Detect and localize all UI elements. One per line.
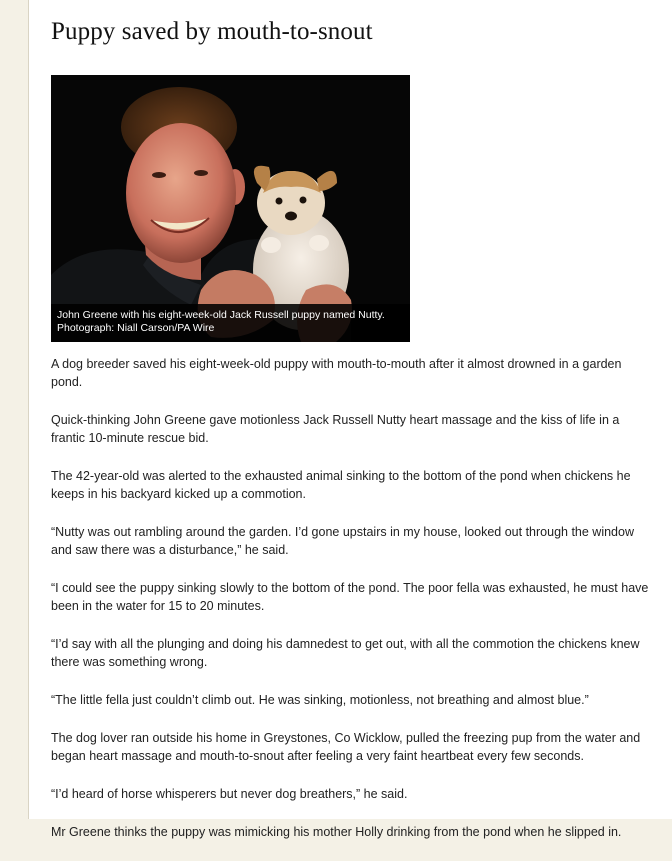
- paragraph: “I’d heard of horse whisperers but never dog breathers,” he said.: [51, 787, 408, 801]
- page-title: Puppy saved by mouth-to-snout: [51, 18, 373, 45]
- paragraph: The dog lover ran outside his home in Greystones, Co Wicklow, pulled the freezing pup from the water and began heart massage and mouth-to-snout after feeling a very faint heartbeat every few seconds.: [51, 731, 641, 763]
- paragraph: “I’d say with all the plunging and doing his damnedest to get out, with all the commotion the chickens knew there was something wrong.: [51, 637, 640, 669]
- paragraph: A dog breeder saved his eight-week-old puppy with mouth-to-mouth after it almost drowned in a garden pond.: [51, 357, 622, 389]
- photo-caption-line: John Greene with his eight-week-old Jack Russell puppy named Nutty.: [57, 309, 385, 321]
- paragraph: Quick-thinking John Greene gave motionless Jack Russell Nutty heart massage and the kiss of life in a frantic 10-minute rescue bid.: [51, 413, 620, 445]
- paragraph: Mr Greene thinks the puppy was mimicking his mother Holly drinking from the pond when he slipped in.: [51, 825, 622, 839]
- photo-image: [51, 75, 410, 342]
- paragraph: The 42-year-old was alerted to the exhausted animal sinking to the bottom of the pond when chickens he keeps in his backyard kicked up a commotion.: [51, 469, 631, 501]
- photo-credit: Photograph: Niall Carson/PA Wire: [57, 322, 215, 334]
- paragraph: “Nutty was out rambling around the garden. I’d gone upstairs in my house, looked out through the window and saw there was a disturbance,” he said.: [51, 525, 634, 557]
- paragraph: “The little fella just couldn’t climb out. He was sinking, motionless, not breathing and almost blue.”: [51, 693, 589, 707]
- article-body: [51, 355, 651, 861]
- paragraph: “I could see the puppy sinking slowly to the bottom of the pond. The poor fella was exhausted, he must have been in the water for 15 to 20 minutes.: [51, 581, 649, 613]
- photo-caption: [51, 304, 410, 342]
- article-page: [28, 0, 672, 839]
- article-photo: [51, 75, 410, 342]
